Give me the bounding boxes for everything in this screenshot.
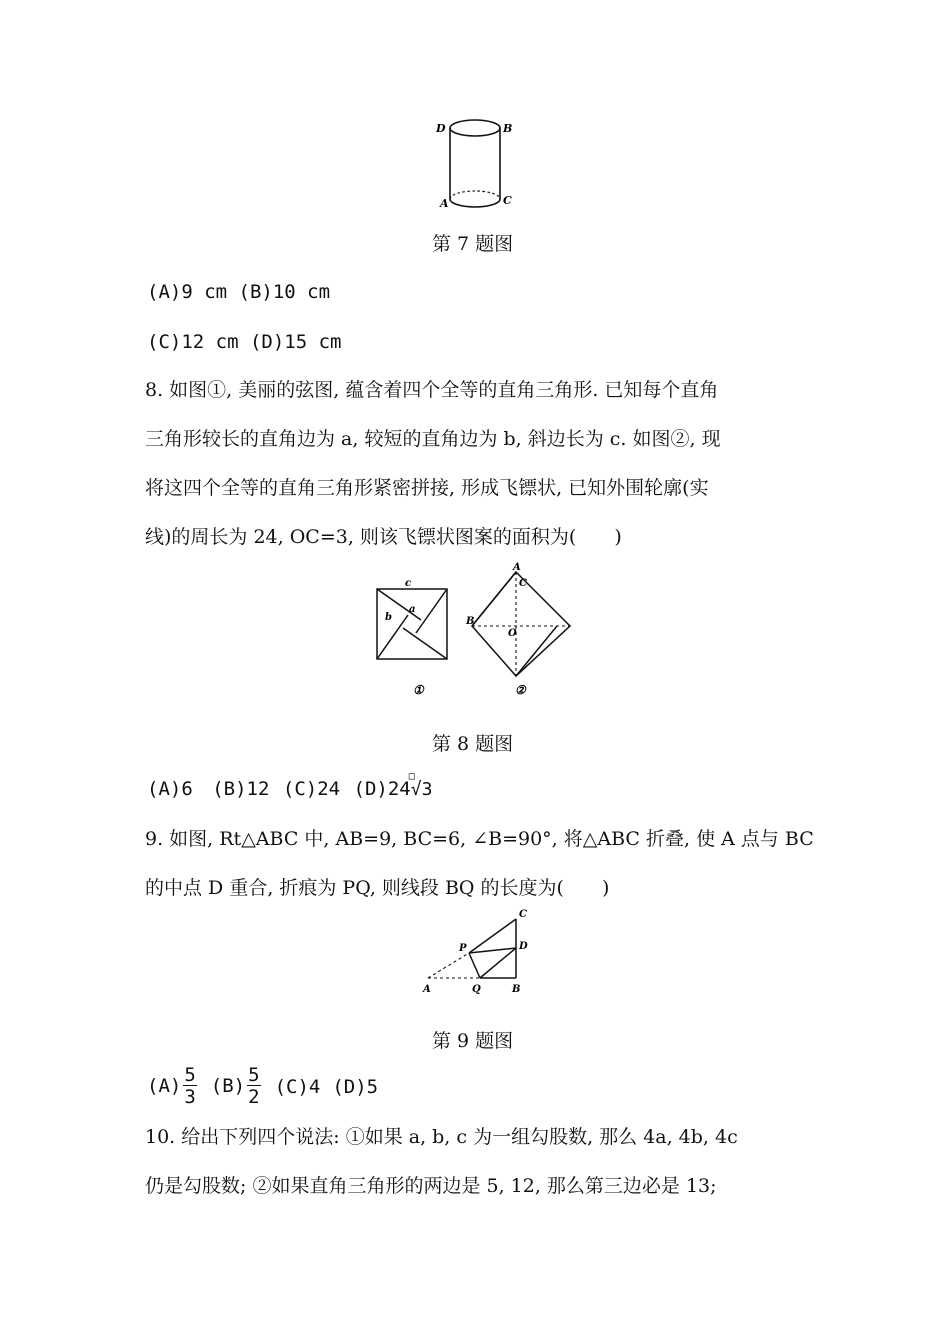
q8-line-1: 8. 如图①, 美丽的弦图, 蕴含着四个全等的直角三角形. 已知每个直角: [145, 379, 719, 401]
question-10: [145, 1113, 738, 1211]
radical-3: □ √3: [408, 771, 433, 800]
pinwheel-line-3: [403, 628, 447, 659]
label-P: P: [459, 943, 467, 954]
q8-line-2: 三角形较长的直角边为 a, 较短的直角边为 b, 斜边长为 c. 如图②, 现: [145, 428, 721, 450]
subfigure-1-label: ①: [413, 683, 424, 697]
label-a: a: [409, 604, 416, 615]
q8-option-A: (A)6: [147, 778, 193, 800]
figure-8-caption: 第 8 题图: [432, 733, 514, 755]
cylinder-top-ellipse: [450, 120, 500, 136]
q7-options-line-1: (A)9 cm (B)10 cm: [147, 281, 331, 303]
q8-option-B: (B)12: [212, 778, 270, 800]
label-C: C: [519, 578, 527, 589]
label-c: c: [405, 578, 412, 589]
label-b: b: [385, 612, 392, 623]
pinwheel-line-2: [416, 589, 447, 633]
label-Q: Q: [472, 984, 481, 995]
pinwheel-line-4: [377, 615, 408, 659]
q8-option-C: (C)24: [282, 778, 341, 800]
figure-8: [365, 560, 585, 700]
q9-option-C: (C)4: [274, 1075, 321, 1098]
q10-line-2: 仍是勾股数; ②如果直角三角形的两边是 5, 12, 那么第三边必是 13;: [145, 1175, 717, 1197]
q9-options: [147, 1066, 378, 1107]
label-C: C: [519, 909, 527, 920]
label-B: B: [503, 122, 513, 135]
q9-option-D: (D)5: [332, 1075, 379, 1098]
label-C: C: [503, 194, 512, 207]
fraction-5-2: $\frac{5}{2}$: [248, 1064, 260, 1108]
label-D: D: [519, 941, 528, 952]
q9-option-A: (A) $\frac{5}{3}$: [147, 1064, 196, 1108]
outer-square: [377, 589, 447, 659]
figure-9: [415, 905, 540, 1000]
figure-7-cylinder: [430, 110, 520, 215]
dashed-AP: [428, 953, 469, 978]
q8-options: [147, 771, 433, 800]
cylinder-bottom-back: [450, 191, 500, 199]
q8-line-3: 将这四个全等的直角三角形紧密拼接, 形成飞镖状, 已知外围轮廓(实: [145, 477, 709, 499]
dart-inner-line-2: [516, 626, 557, 676]
label-A: A: [423, 984, 431, 995]
segment-PC: [469, 919, 516, 953]
label-D: D: [436, 122, 446, 135]
q8-option-D: (D)24 □ √3: [353, 771, 433, 800]
cylinder-bottom-front: [450, 199, 500, 207]
label-O: O: [508, 628, 517, 639]
segment-QD: [480, 948, 516, 978]
label-A: A: [440, 197, 449, 210]
label-A: A: [513, 562, 521, 573]
q8-line-4: 线)的周长为 24, OC=3, 则该飞镖状图案的面积为( ): [145, 526, 622, 548]
q9-line-1: 9. 如图, Rt△ABC 中, AB=9, BC=6, ∠B=90°, 将△ABC 折叠, 使 A 点与 BC: [145, 828, 814, 850]
fold-PQ: [469, 953, 480, 978]
question-8: [145, 366, 721, 562]
q10-line-1: 10. 给出下列四个说法: ①如果 a, b, c 为一组勾股数, 那么 4a, 4b, 4c: [145, 1126, 738, 1148]
dart-inner-line-1: [472, 572, 516, 626]
figure-7-caption: 第 7 题图: [432, 233, 514, 255]
fraction-5-3: $\frac{5}{3}$: [184, 1064, 196, 1108]
q9-line-2: 的中点 D 重合, 折痕为 PQ, 则线段 BQ 的长度为( ): [145, 877, 610, 899]
figure-9-caption: 第 9 题图: [432, 1030, 514, 1052]
label-B: B: [512, 984, 521, 995]
q7-options-line-2: (C)12 cm (D)15 cm: [147, 331, 342, 353]
label-B: B: [466, 616, 475, 627]
q9-option-B: (B) $\frac{5}{2}$: [210, 1064, 260, 1108]
subfigure-2-label: ②: [515, 683, 526, 697]
question-9: [145, 815, 814, 913]
